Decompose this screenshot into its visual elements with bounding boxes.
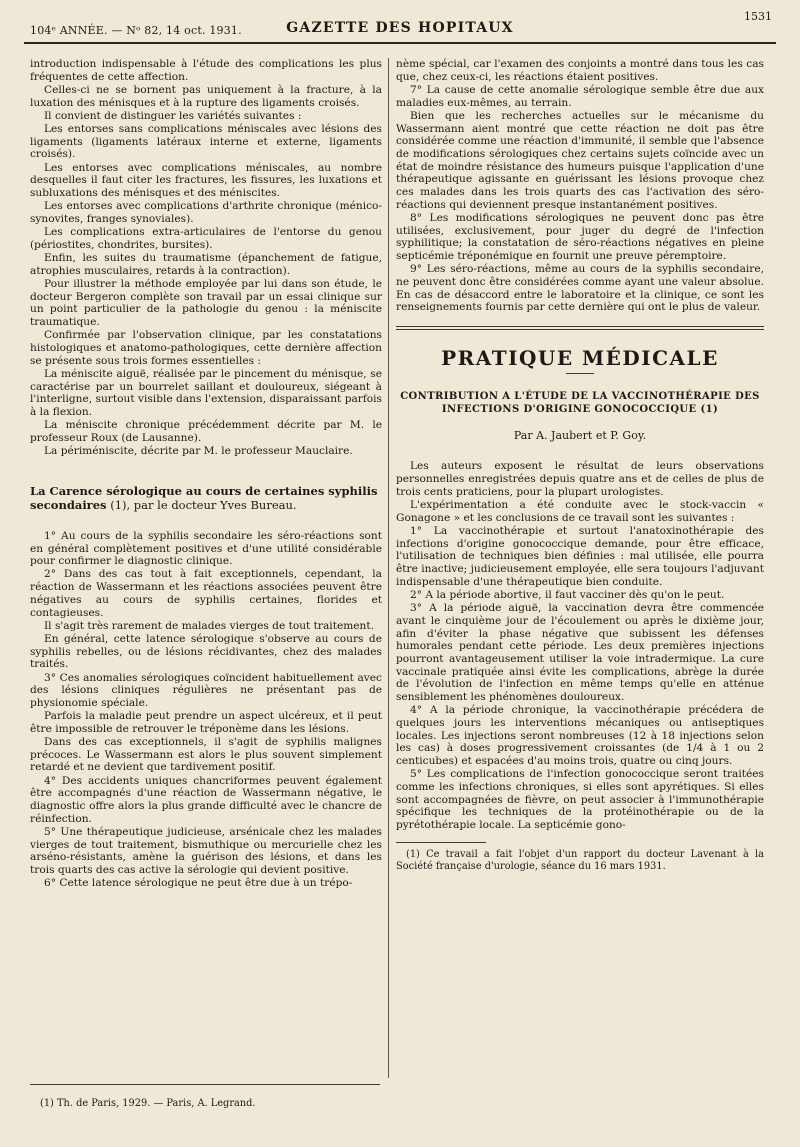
paragraph: Les entorses avec complications méniscales, au nombre desquelles il faut citer les fractures, les fissures, les luxations et subluxations des ménisques et des méniscites.	[30, 161, 382, 200]
paragraph: Parfois la maladie peut prendre un aspect ulcéreux, et il peut être impossible de retrouver le tréponème dans les lésions.	[30, 710, 382, 735]
footnote-right: (1) Ce travail a fait l'objet d'un rapport du docteur Lavenant à la Société française d'urologie, séance du 16 mars 1931.	[396, 848, 764, 872]
footnote-rule	[30, 1084, 380, 1085]
paragraph: Les entorses sans complications méniscales avec lésions des ligaments (ligaments latéraux interne et externe, ligaments croisés).	[30, 123, 382, 161]
paragraph: 2° Dans des cas tout à fait exceptionnels, cependant, la réaction de Wassermann et les réactions associées peuvent être négatives au cours de syphilis certaines, florides et contagieuses.	[30, 568, 382, 619]
page-header	[24, 8, 776, 44]
paragraph: 7° La cause de cette anomalie sérologique semble être due aux maladies eux-mêmes, au terrain.	[396, 83, 764, 109]
section-separator	[396, 326, 764, 330]
paragraph: 8° Les modifications sérologiques ne peuvent donc pas être utilisées, exclusivement, pour juger du degré de l'infection syphilitique; la constatation de séro-réactions négatives en pleine septicémie tréponémique en fournit une preuve péremptoire.	[396, 211, 764, 263]
paragraph: Il convient de distinguer les variétés suivantes :	[44, 109, 302, 122]
journal-title: GAZETTE DES HOPITAUX	[286, 20, 514, 36]
paragraph: Les auteurs exposent le résultat de leurs observations personnelles enregistrées depuis quatre ans et de celles de plus de trois cents praticiens, pour la plupart urologistes.	[396, 460, 764, 498]
paragraph: introduction indispensable à l'étude des complications les plus fréquentes de cette affection.	[30, 58, 382, 83]
page-number: 1531	[744, 10, 772, 23]
paragraph: 4° A la période chronique, la vaccinothérapie précédera de quelques jours les interventions mécaniques ou antiseptiques locales. Les injections seront nombreuses (12 à 18 injections selon les cas) à doses progressivement croissantes (de 1/4 à 1 ou 2 centicubes) et espacées d'au moins trois, quatre ou cinq jours.	[396, 704, 764, 768]
paragraph: Les complications extra-articulaires de l'entorse du genou (périostites, chondrites, bursites).	[30, 226, 382, 251]
paragraph: Bien que les recherches actuelles sur le mécanisme du Wassermann aient montré que cette réaction ne doit pas être considérée comme une réaction d'immunité, il semble que l'absence de modifications sérologiques chez certains sujets coïncide avec un état de moindre résistance des humeurs puisque l'application d'une thérapeutique agissante en guérissant les lésions provoque chez ces malades dans les trois quarts des cas l'activation des séro-réactions qui deviennent presque instantanément positives.	[396, 109, 764, 211]
right-column	[396, 58, 764, 873]
paragraph: Enfin, les suites du traumatisme (épanchement de fatigue, atrophies musculaires, retards à la contraction).	[30, 252, 382, 277]
paragraph: 6° Cette latence sérologique ne peut être due à un trépo-	[44, 877, 353, 890]
paragraph: 5° Une thérapeutique judicieuse, arsénicale chez les malades vierges de tout traitement, bismuthique ou mercurielle chez les arséno-résistants, amène la guérison des lésions, et dans les trois quarts des cas active la sérologie qui devient positive.	[30, 825, 382, 877]
paragraph: La méniscite chronique précédemment décrite par M. le professeur Roux (de Lausanne).	[30, 419, 382, 444]
paragraph: 4° Des accidents uniques chancriformes peuvent également être accompagnés d'une réaction de Wassermann négative, le diagnostic offre alors la plus grande difficulté avec le chancre de réinfection.	[30, 774, 382, 825]
paragraph: 3° Ces anomalies sérologiques coïncident habituellement avec des lésions cliniques régulières ne présentant pas de physionomie spéciale.	[30, 671, 382, 709]
heading-rule	[566, 373, 594, 374]
paragraph: nème spécial, car l'examen des conjoints a montré dans tous les cas que, chez ceux-ci, les réactions étaient positives.	[396, 58, 764, 83]
paragraph: En général, cette latence sérologique s'observe au cours de syphilis rebelles, ou de lésions récidivantes, chez des malades traités.	[30, 632, 382, 671]
left-column	[30, 58, 382, 890]
paragraph: Les entorses avec complications d'arthrite chronique (ménico-synovites, franges synoviales).	[30, 200, 382, 225]
section-heading: PRATIQUE MÉDICALE	[441, 346, 719, 371]
paragraph: 9° Les séro-réactions, même au cours de la syphilis secondaire, ne peuvent donc être considérées comme ayant une valeur absolue. En cas de désaccord entre le laboratoire et la clinique, ce sont les renseignements fournis par cette dernière qui ont le plus de valeur.	[396, 263, 764, 314]
section-title-author: (1), par le docteur Yves Bureau.	[106, 497, 297, 512]
paragraph: 5° Les complications de l'infection gonococcique seront traitées comme les infections chroniques, si elles sont apyrétiques. Si elles sont accompagnées de fièvre, on peut associer à l'immunothérapie spécifique les techniques de la protéinothérapie ou de la pyrétothérapie locale. La septicémie gono-	[396, 768, 764, 832]
paragraph: La périméniscite, décrite par M. le professeur Mauclaire.	[44, 445, 353, 458]
article-byline: Par A. Jaubert et P. Goy.	[513, 428, 647, 442]
paragraph: 1° La vaccinothérapie et surtout l'anatoxinothérapie des infections d'origine gonococcique demande, pour être efficace, l'utilisation de techniques bien définies : mal utilisée, elle pourra être inactive; judicieusement employée, elle sera toujours l'adjuvant indispensable d'une thérapeutique bien conduite.	[396, 524, 764, 588]
paragraph: Pour illustrer la méthode employée par lui dans son étude, le docteur Bergeron complète son travail par un essai clinique sur un point particulier de la pathologie du genou : la méniscite traumatique.	[30, 277, 382, 329]
issue-info: 104ᵉ ANNÉE. — Nᵒ 82, 14 oct. 1931.	[30, 24, 242, 37]
column-divider	[388, 58, 389, 1078]
paragraph: Il s'agit très rarement de malades vierges de tout traitement.	[44, 619, 374, 632]
section-title	[30, 484, 382, 512]
paragraph: La méniscite aiguë, réalisée par le pincement du ménisque, se caractérise par un bourrelet saillant et douloureux, siégeant à l'interligne, surtout visible dans l'extension, disparaissant parfois à la flexion.	[30, 367, 382, 418]
paragraph: Confirmée par l'observation clinique, par les constatations histologiques et anatomo-pathologiques, cette dernière affection se présente sous trois formes essentielles :	[30, 329, 382, 367]
section-title-main: La Carence sérologique au cours de certaines syphilis secondaires	[30, 483, 378, 512]
paragraph: L'expérimentation a été conduite avec le stock-vaccin « Gonagone » et les conclusions de ce travail sont les suivantes :	[396, 499, 764, 524]
article-title: CONTRIBUTION A L'ÉTUDE DE LA VACCINOTHÉRAPIE DES INFECTIONS D'ORIGINE GONOCOCCIQUE (1)	[400, 390, 760, 415]
footnote-left: (1) Th. de Paris, 1929. — Paris, A. Legrand.	[40, 1098, 256, 1109]
paragraph: 1° Au cours de la syphilis secondaire les séro-réactions sont en général complètement positives et d'une utilité considérable pour confirmer le diagnostic clinique.	[30, 529, 382, 568]
paragraph: 3° A la période aiguë, la vaccination devra être commencée avant le cinquième jour de l'écoulement ou après le dixième jour, afin d'éviter la phase négative que subissent les défenses humorales pendant cette période. Les deux premières injections pourront avantageusement utiliser la voie intradermique. La cure vaccinale pratiquée ainsi évite les complications, abrège la durée de l'évolution de l'infection en même temps qu'elle en atténue sensiblement les phénomènes douloureux.	[396, 602, 764, 704]
paragraph: Celles-ci ne se bornent pas uniquement à la fracture, à la luxation des ménisques et à la rupture des ligaments croisés.	[30, 83, 382, 109]
footnote-rule	[396, 842, 486, 843]
paragraph: 2° A la période abortive, il faut vacciner dès qu'on le peut.	[410, 589, 725, 601]
paragraph: Dans des cas exceptionnels, il s'agit de syphilis malignes précoces. Le Wassermann est alors le plus souvent simplement retardé et ne devient que tardivement positif.	[30, 736, 382, 774]
